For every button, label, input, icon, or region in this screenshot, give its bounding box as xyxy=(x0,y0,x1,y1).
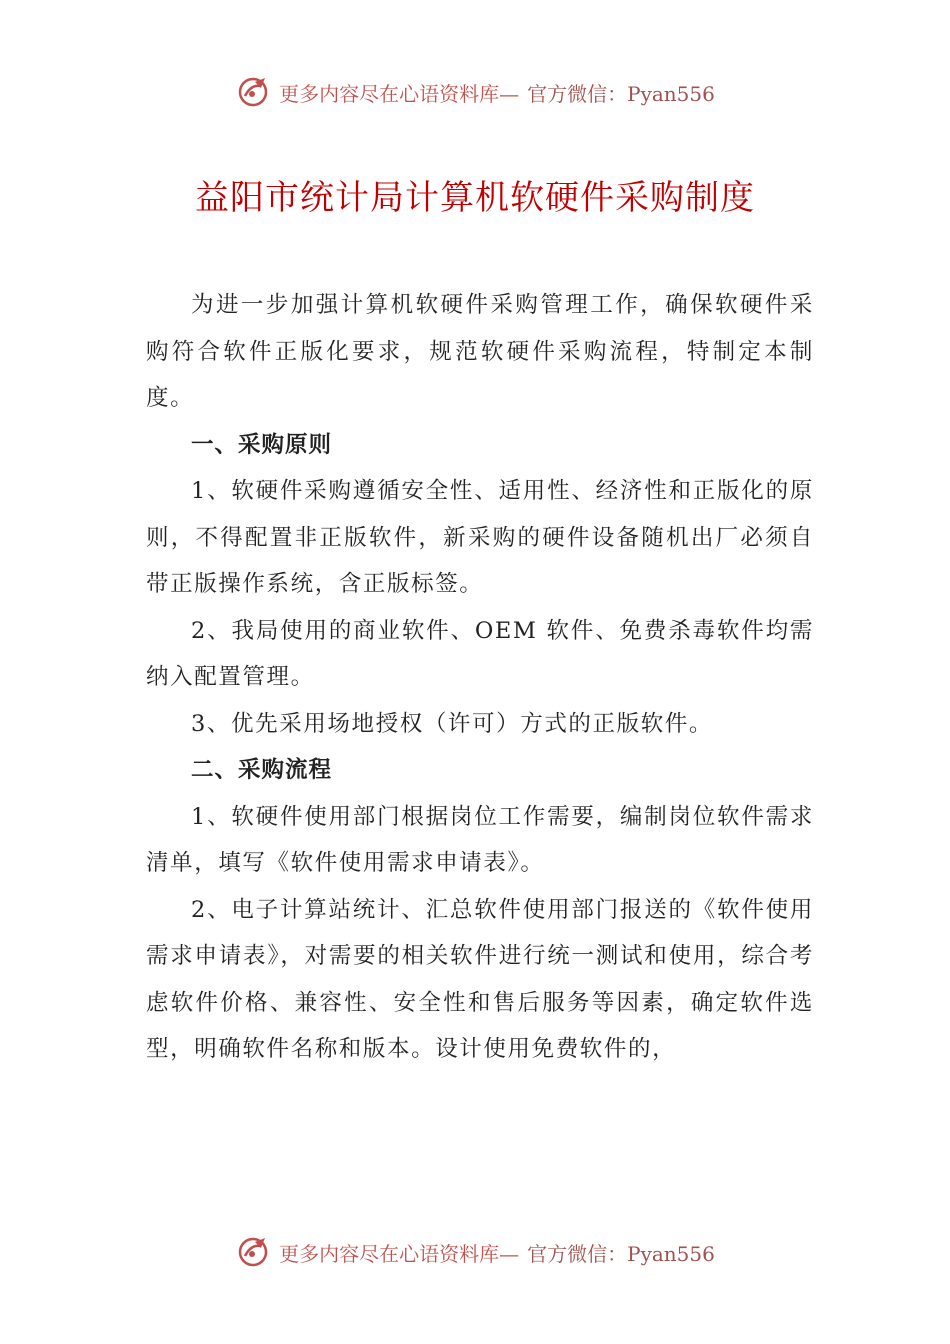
header-banner-contact: 官方微信：Pyan556 xyxy=(527,81,715,106)
header-banner xyxy=(0,72,950,112)
footer-banner-contact: 官方微信：Pyan556 xyxy=(527,1241,715,1266)
footer-banner xyxy=(0,1232,950,1272)
document-body xyxy=(146,282,814,1073)
logo-icon xyxy=(235,74,271,110)
intro-paragraph: 为进一步加强计算机软硬件采购管理工作，确保软硬件采购符合软件正版化要求，规范软硬件采购流程，特制定本制度。 xyxy=(146,292,814,411)
header-banner-text: 更多内容尽在心语资料库— xyxy=(279,81,520,106)
list-item: 1、软硬件采购遵循安全性、适用性、经济性和正版化的原则，不得配置非正版软件，新采购的硬件设备随机出厂必须自带正版操作系统，含正版标签。 xyxy=(146,478,814,597)
footer-banner-text: 更多内容尽在心语资料库— xyxy=(279,1241,520,1266)
list-item: 3、优先采用场地授权（许可）方式的正版软件。 xyxy=(191,710,714,737)
section-heading: 二、采购流程 xyxy=(191,757,333,783)
list-item: 1、软硬件使用部门根据岗位工作需要，编制岗位软件需求清单，填写《软件使用需求申请表》。 xyxy=(146,803,814,876)
list-item: 2、我局使用的商业软件、OEM 软件、免费杀毒软件均需纳入配置管理。 xyxy=(146,617,814,690)
document-title: 益阳市统计局计算机软硬件采购制度 xyxy=(195,178,755,218)
logo-icon xyxy=(235,1234,271,1270)
section-heading: 一、采购原则 xyxy=(191,431,333,458)
list-item: 2、电子计算站统计、汇总软件使用部门报送的《软件使用需求申请表》，对需要的相关软件进行统一测试和使用，综合考虑软件价格、兼容性、安全性和售后服务等因素，确定软件选型，明确软件名称和版本。设计使用免费软件的， xyxy=(146,896,814,1062)
